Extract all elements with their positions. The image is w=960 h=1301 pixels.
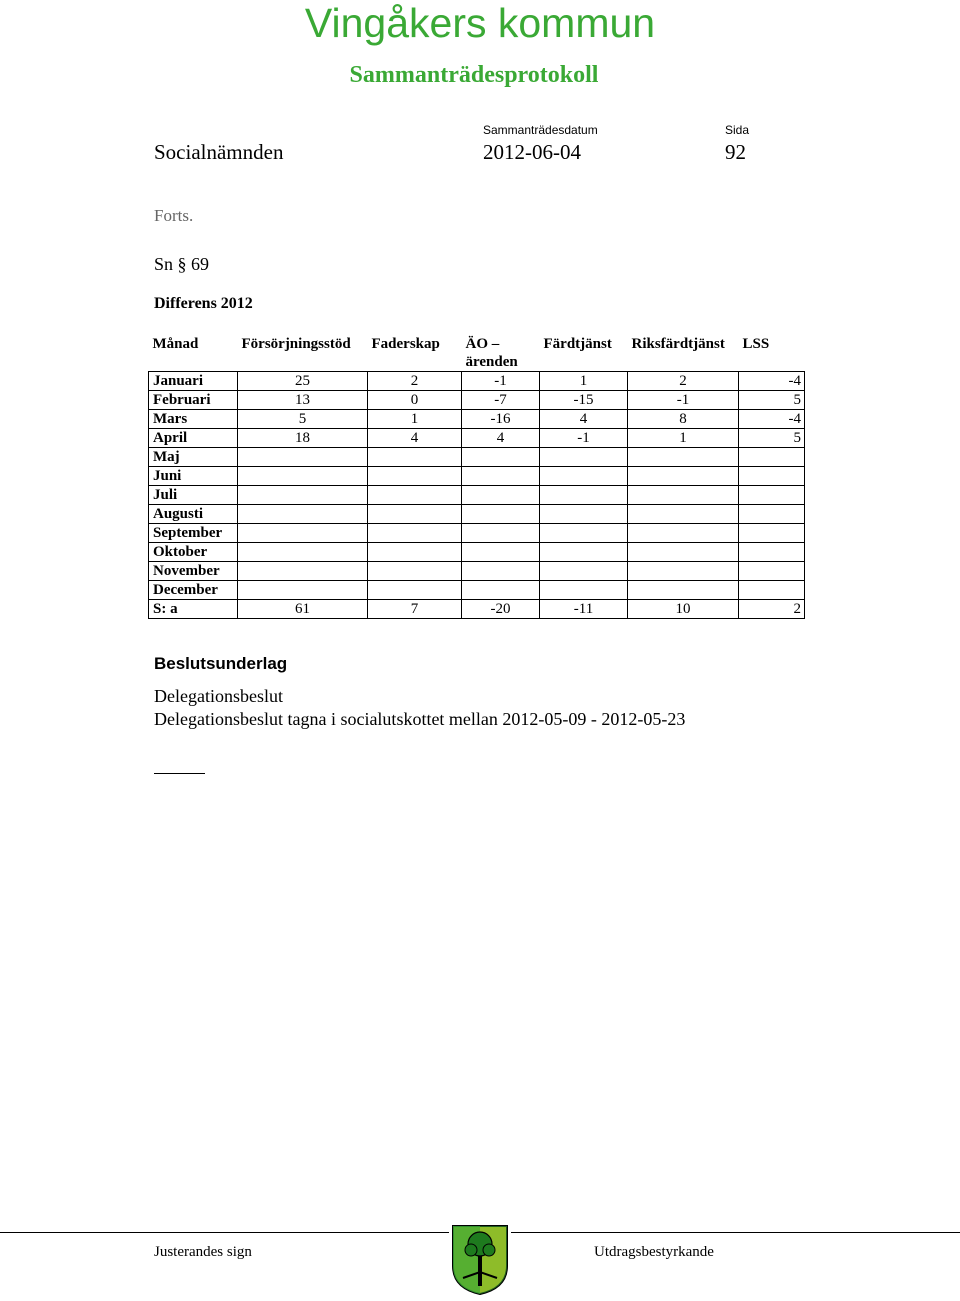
value-cell bbox=[739, 543, 805, 562]
month-cell: Maj bbox=[149, 448, 238, 467]
value-cell bbox=[540, 448, 628, 467]
value-cell: 2 bbox=[739, 600, 805, 619]
value-cell bbox=[238, 486, 368, 505]
section-number: Sn § 69 bbox=[154, 254, 210, 274]
meeting-date: 2012-06-04 bbox=[483, 140, 581, 164]
value-cell bbox=[540, 467, 628, 486]
value-cell bbox=[368, 543, 462, 562]
value-cell bbox=[462, 448, 540, 467]
value-cell: 61 bbox=[238, 600, 368, 619]
value-cell bbox=[540, 562, 628, 581]
document-type: Sammanträdesprotokoll bbox=[349, 62, 599, 88]
value-cell bbox=[628, 486, 739, 505]
extract-certification-label: Utdragsbestyrkande bbox=[594, 1244, 714, 1260]
value-cell: 4 bbox=[462, 429, 540, 448]
month-cell: December bbox=[149, 581, 238, 600]
value-cell bbox=[739, 524, 805, 543]
value-cell bbox=[628, 543, 739, 562]
table-row bbox=[149, 448, 805, 467]
value-cell bbox=[462, 486, 540, 505]
month-cell: April bbox=[149, 429, 238, 448]
page-number: 92 bbox=[725, 140, 746, 164]
organization-name: Vingåkers kommun bbox=[304, 0, 656, 46]
municipal-crest-icon bbox=[449, 1222, 511, 1296]
adjusters-signature-label: Justerandes sign bbox=[154, 1244, 252, 1260]
value-cell: -7 bbox=[462, 391, 540, 410]
value-cell: -1 bbox=[462, 372, 540, 391]
month-cell: Februari bbox=[149, 391, 238, 410]
table-title: Differens 2012 bbox=[154, 295, 253, 312]
value-cell bbox=[238, 467, 368, 486]
value-cell bbox=[739, 505, 805, 524]
value-cell bbox=[462, 467, 540, 486]
month-cell: September bbox=[149, 524, 238, 543]
value-cell bbox=[628, 581, 739, 600]
value-cell bbox=[368, 448, 462, 467]
value-cell bbox=[462, 562, 540, 581]
committee-name: Socialnämnden bbox=[154, 140, 284, 164]
table-row bbox=[149, 486, 805, 505]
meeting-date-label: Sammanträdesdatum bbox=[483, 123, 598, 137]
value-cell bbox=[540, 486, 628, 505]
column-header: Färdtjänst bbox=[543, 336, 612, 352]
end-rule bbox=[154, 773, 205, 774]
value-cell: 4 bbox=[368, 429, 462, 448]
table-row bbox=[149, 391, 805, 410]
value-cell bbox=[238, 524, 368, 543]
value-cell: -1 bbox=[628, 391, 739, 410]
value-cell bbox=[628, 448, 739, 467]
month-cell: Juli bbox=[149, 486, 238, 505]
value-cell bbox=[368, 581, 462, 600]
value-cell: 10 bbox=[628, 600, 739, 619]
value-cell bbox=[739, 581, 805, 600]
month-cell: November bbox=[149, 562, 238, 581]
value-cell bbox=[368, 524, 462, 543]
month-cell: Oktober bbox=[149, 543, 238, 562]
value-cell: -15 bbox=[540, 391, 628, 410]
table-row bbox=[149, 429, 805, 448]
value-cell bbox=[739, 467, 805, 486]
basis-heading: Beslutsunderlag bbox=[154, 654, 288, 673]
value-cell: 7 bbox=[368, 600, 462, 619]
table-row bbox=[149, 505, 805, 524]
value-cell bbox=[462, 543, 540, 562]
value-cell bbox=[628, 467, 739, 486]
month-cell: Mars bbox=[149, 410, 238, 429]
value-cell: -1 bbox=[540, 429, 628, 448]
value-cell bbox=[238, 448, 368, 467]
value-cell: 1 bbox=[368, 410, 462, 429]
continued-note: Forts. bbox=[154, 206, 194, 225]
value-cell bbox=[540, 524, 628, 543]
value-cell bbox=[368, 467, 462, 486]
value-cell bbox=[238, 562, 368, 581]
value-cell bbox=[739, 486, 805, 505]
table-row bbox=[149, 581, 805, 600]
value-cell bbox=[540, 505, 628, 524]
column-header: LSS bbox=[742, 336, 770, 352]
month-cell: Augusti bbox=[149, 505, 238, 524]
month-cell: Juni bbox=[149, 467, 238, 486]
value-cell: 4 bbox=[540, 410, 628, 429]
value-cell: 13 bbox=[238, 391, 368, 410]
value-cell bbox=[628, 524, 739, 543]
basis-line: Delegationsbeslut bbox=[154, 686, 283, 706]
table-row bbox=[149, 562, 805, 581]
value-cell: 25 bbox=[238, 372, 368, 391]
value-cell: 0 bbox=[368, 391, 462, 410]
table-row bbox=[149, 372, 805, 391]
month-cell: S: a bbox=[149, 600, 238, 619]
value-cell: 5 bbox=[739, 391, 805, 410]
page-label: Sida bbox=[725, 123, 750, 137]
value-cell bbox=[739, 562, 805, 581]
value-cell: 5 bbox=[739, 429, 805, 448]
table-row bbox=[149, 600, 805, 619]
value-cell: 18 bbox=[238, 429, 368, 448]
value-cell bbox=[462, 581, 540, 600]
value-cell bbox=[238, 581, 368, 600]
month-cell: Januari bbox=[149, 372, 238, 391]
table-row bbox=[149, 410, 805, 429]
value-cell bbox=[540, 581, 628, 600]
table-row bbox=[149, 524, 805, 543]
value-cell bbox=[628, 562, 739, 581]
difference-table bbox=[148, 334, 805, 619]
value-cell bbox=[739, 448, 805, 467]
value-cell bbox=[238, 505, 368, 524]
column-header: Försörjningsstöd bbox=[241, 336, 351, 352]
column-header: Riksfärdtjänst bbox=[631, 336, 725, 352]
value-cell bbox=[368, 505, 462, 524]
value-cell bbox=[462, 524, 540, 543]
value-cell: -4 bbox=[739, 410, 805, 429]
basis-line: Delegationsbeslut tagna i socialutskottet mellan 2012-05-09 - 2012-05-23 bbox=[154, 709, 686, 729]
value-cell bbox=[368, 486, 462, 505]
table-header-row bbox=[149, 334, 805, 372]
value-cell: 8 bbox=[628, 410, 739, 429]
value-cell: 1 bbox=[540, 372, 628, 391]
value-cell bbox=[368, 562, 462, 581]
value-cell: -20 bbox=[462, 600, 540, 619]
value-cell bbox=[628, 505, 739, 524]
value-cell: -4 bbox=[739, 372, 805, 391]
value-cell: 1 bbox=[628, 429, 739, 448]
value-cell bbox=[462, 505, 540, 524]
value-cell bbox=[238, 543, 368, 562]
column-header: Faderskap bbox=[371, 336, 440, 352]
column-header: ÄO – ärenden bbox=[465, 336, 518, 370]
value-cell: 2 bbox=[628, 372, 739, 391]
column-header: Månad bbox=[152, 336, 199, 352]
value-cell: 2 bbox=[368, 372, 462, 391]
value-cell: -16 bbox=[462, 410, 540, 429]
table-row bbox=[149, 467, 805, 486]
value-cell: 5 bbox=[238, 410, 368, 429]
value-cell: -11 bbox=[540, 600, 628, 619]
value-cell bbox=[540, 543, 628, 562]
table-row bbox=[149, 543, 805, 562]
